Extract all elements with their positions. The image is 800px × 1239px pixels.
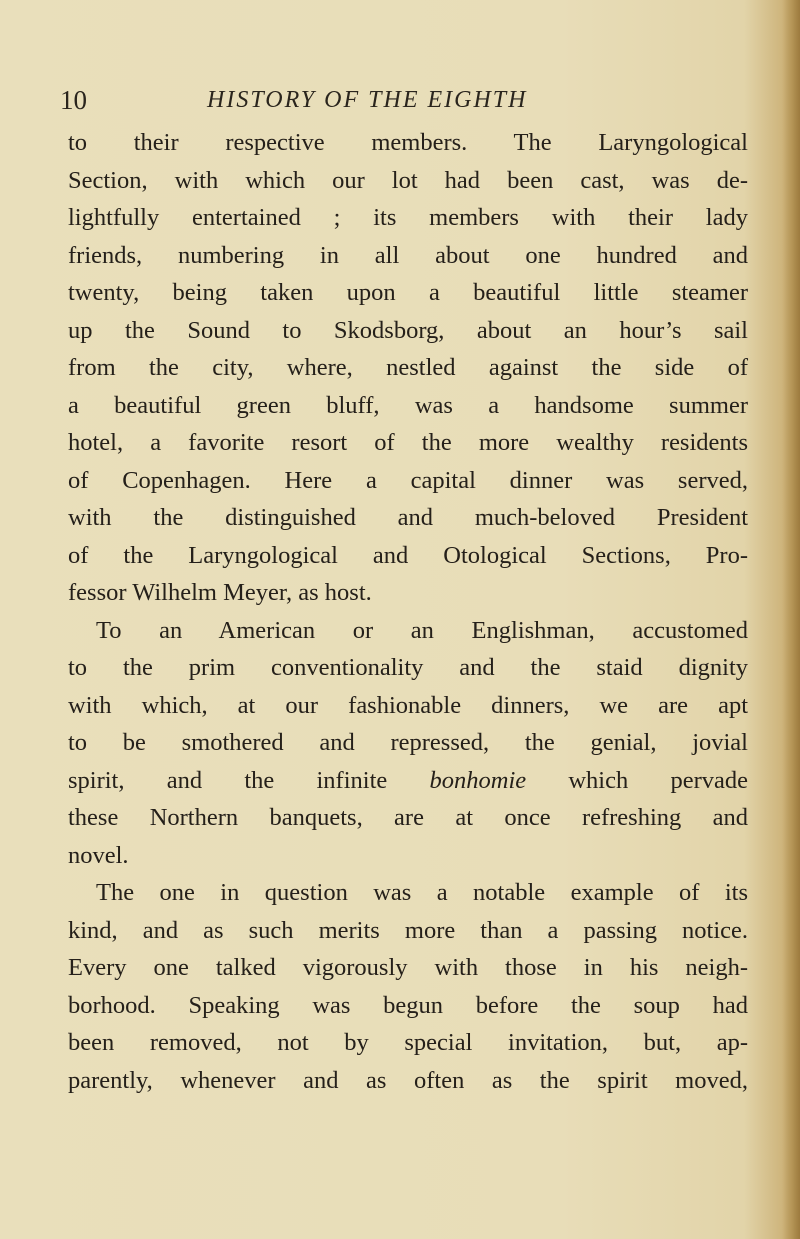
text-line: of Copenhagen. Here a capital dinner was served,	[68, 466, 748, 494]
text-segment: which pervade	[568, 766, 748, 794]
text-line: borhood. Speaking was begun before the soup had	[68, 991, 748, 1019]
text-segment: spirit, and the infinite	[68, 766, 388, 794]
text-line: Section, with which our lot had been cast, was de-	[68, 166, 748, 194]
text-line: from the city, where, nestled against the side of	[68, 354, 748, 381]
text-line: novel.	[68, 841, 129, 869]
text-line: parently, whenever and as often as the spirit moved,	[68, 1066, 748, 1094]
text-line: a beautiful green bluff, was a handsome summer	[68, 391, 748, 419]
italic-word: bonhomie	[429, 766, 527, 794]
text-line: lightfully entertained ; its members with their lady	[68, 204, 748, 231]
running-head: HISTORY OF THE EIGHTH	[207, 87, 528, 113]
text-line: friends, numbering in all about one hundred and	[68, 241, 748, 269]
text-line: up the Sound to Skodsborg, about an hour’s sail	[68, 316, 748, 344]
page-number: 10	[60, 85, 87, 115]
page-header	[60, 80, 768, 120]
text-line: been removed, not by special invitation, but, ap-	[68, 1029, 748, 1056]
text-line: hotel, a favorite resort of the more wealthy residents	[68, 429, 748, 456]
text-line: twenty, being taken upon a beautiful little steamer	[68, 279, 748, 306]
text-line: To an American or an Englishman, accustomed	[96, 616, 748, 644]
page-edge-shadow	[782, 0, 800, 1239]
text-line: with which, at our fashionable dinners, we are apt	[68, 691, 748, 719]
text-line: to their respective members. The Laryngological	[68, 129, 748, 156]
text-line: of the Laryngological and Otological Sections, Pro-	[68, 541, 748, 569]
text-line: to be smothered and repressed, the genial, jovial	[68, 729, 748, 756]
text-line: Every one talked vigorously with those in his neigh-	[68, 954, 748, 981]
text-line: The one in question was a notable example of its	[96, 879, 748, 906]
text-line: fessor Wilhelm Meyer, as host.	[68, 579, 372, 606]
body-text	[68, 124, 748, 1099]
text-line: these Northern banquets, are at once refreshing and	[68, 804, 748, 831]
text-line: to the prim conventionality and the staid dignity	[68, 654, 748, 681]
text-line: kind, and as such merits more than a passing notice.	[68, 916, 748, 944]
text-line: with the distinguished and much-beloved President	[68, 504, 748, 531]
text-line-with-italic	[68, 762, 748, 800]
